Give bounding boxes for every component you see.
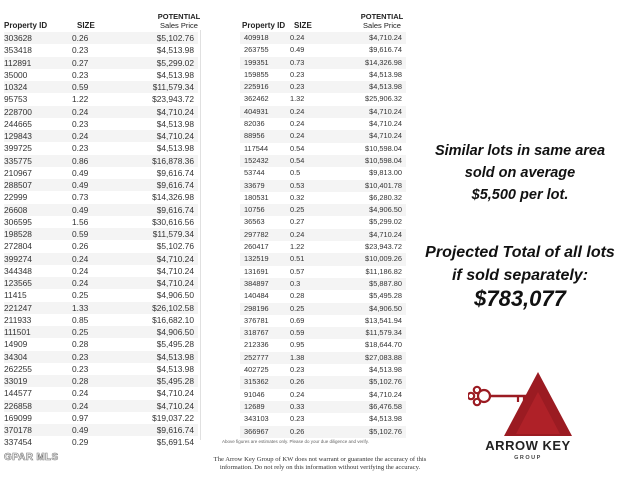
- price-cell: $9,616.74: [369, 45, 402, 55]
- similar-lots-line-2: sold on average: [464, 165, 576, 181]
- price-cell: $5,495.28: [156, 376, 194, 386]
- table-row: [4, 44, 198, 56]
- table-row: [4, 363, 198, 375]
- price-cell: $5,691.54: [156, 437, 194, 448]
- price-cell: $14,326.98: [152, 192, 194, 203]
- price-cell: $9,813.00: [369, 168, 402, 178]
- table-row: [4, 400, 198, 412]
- size-cell: 0.28: [290, 291, 305, 301]
- table-row: [4, 302, 198, 314]
- estimate-note: Above figures are estimates only. Please do your due diligence and verify.: [222, 439, 369, 444]
- property-id-cell: 88956: [244, 131, 265, 141]
- price-cell: $4,513.98: [369, 82, 402, 92]
- property-id-cell: 366967: [244, 426, 269, 436]
- property-id-cell: 152432: [244, 155, 269, 165]
- table-row: [4, 106, 198, 118]
- price-cell: $9,616.74: [156, 180, 194, 190]
- price-cell: $4,710.24: [156, 253, 194, 264]
- disclaimer-text: The Arrow Key Group of KW does not warrant or guarantee the accuracy of this information. Do not rely on this information without verifying the accuracy.: [213, 456, 427, 471]
- size-cell: 0.49: [72, 180, 89, 190]
- property-table-right: [240, 10, 406, 438]
- property-id-cell: 399274: [4, 253, 32, 264]
- size-cell: 0.25: [72, 327, 89, 337]
- size-cell: 0.23: [290, 365, 305, 375]
- table-row: [4, 277, 198, 289]
- property-id-cell: 111501: [4, 327, 31, 337]
- property-id-cell: 297782: [244, 229, 269, 239]
- property-id-cell: 91046: [244, 389, 265, 399]
- header-size: SIZE: [77, 21, 95, 30]
- price-cell: $5,299.02: [156, 57, 194, 68]
- size-cell: 0.24: [290, 106, 305, 116]
- property-id-cell: 95753: [4, 94, 28, 105]
- property-id-cell: 117544: [244, 143, 269, 153]
- price-cell: $4,513.98: [369, 414, 402, 424]
- table-row: [240, 389, 406, 401]
- price-cell: $4,710.24: [369, 131, 402, 141]
- price-cell: $23,943.72: [152, 94, 194, 105]
- price-cell: $5,102.76: [369, 377, 402, 387]
- price-cell: $16,878.36: [152, 155, 194, 166]
- table-row: [4, 204, 198, 216]
- price-cell: $6,476.58: [369, 401, 402, 411]
- property-id-cell: 335775: [4, 155, 32, 166]
- table-row: [4, 240, 198, 252]
- table-row: [240, 93, 406, 105]
- property-id-cell: 370178: [4, 425, 32, 435]
- size-cell: 0.32: [290, 192, 305, 202]
- property-id-cell: 199351: [244, 57, 269, 67]
- property-id-cell: 298196: [244, 303, 269, 313]
- table-row: [240, 376, 406, 388]
- table-row: [240, 106, 406, 118]
- property-id-cell: 14909: [4, 339, 28, 350]
- price-cell: $5,887.80: [369, 278, 402, 288]
- property-id-cell: 132519: [244, 254, 269, 264]
- similar-lots-note: [420, 140, 620, 206]
- property-id-cell: 404931: [244, 106, 269, 116]
- property-id-cell: 211933: [4, 314, 32, 325]
- projected-total-value: $783,077: [474, 286, 566, 311]
- size-cell: 0.23: [290, 69, 305, 79]
- size-cell: 1.22: [72, 94, 89, 105]
- price-cell: $11,186.82: [365, 266, 402, 276]
- header-property-id: Property ID: [4, 21, 48, 30]
- price-cell: $4,906.50: [369, 303, 402, 313]
- table-row: [240, 352, 406, 364]
- price-cell: $4,710.24: [156, 278, 194, 288]
- price-cell: $4,710.24: [156, 131, 194, 141]
- table-row: [4, 179, 198, 191]
- price-cell: $26,102.58: [152, 302, 194, 313]
- property-id-cell: 252777: [244, 352, 269, 362]
- size-cell: 0.24: [290, 389, 305, 399]
- price-cell: $14,326.98: [365, 57, 402, 67]
- size-cell: 1.38: [290, 352, 305, 362]
- header-sales-price: Sales Price: [160, 21, 198, 30]
- price-cell: $9,616.74: [156, 167, 194, 178]
- size-cell: 0.23: [72, 45, 89, 56]
- size-cell: 0.29: [72, 437, 89, 448]
- size-cell: 0.24: [72, 400, 89, 411]
- size-cell: 0.5: [290, 168, 301, 178]
- logo-name: ARROW KEY: [485, 438, 571, 453]
- size-cell: 0.24: [72, 265, 89, 276]
- size-cell: 0.24: [290, 131, 305, 141]
- size-cell: 0.24: [72, 131, 89, 141]
- size-cell: 0.24: [290, 33, 305, 42]
- price-cell: $16,682.10: [152, 314, 194, 325]
- size-cell: 0.49: [72, 204, 89, 215]
- price-cell: $4,906.50: [156, 290, 194, 301]
- table-row: [240, 327, 406, 339]
- table-row: [240, 315, 406, 327]
- size-cell: 0.59: [290, 328, 305, 338]
- property-id-cell: 33679: [244, 180, 265, 190]
- size-cell: 0.86: [72, 155, 89, 166]
- property-id-cell: 159855: [244, 69, 269, 79]
- price-cell: $4,906.50: [156, 327, 194, 337]
- size-cell: 0.25: [290, 205, 305, 215]
- projected-total-note: [420, 241, 620, 287]
- property-id-cell: 228700: [4, 106, 32, 117]
- table-row: [240, 278, 406, 290]
- size-cell: 0.26: [72, 241, 89, 252]
- size-cell: 0.59: [72, 82, 89, 92]
- table-row: [240, 266, 406, 278]
- price-cell: $10,598.04: [365, 155, 402, 165]
- table-row: [240, 180, 406, 192]
- table-row: [240, 229, 406, 241]
- price-cell: $4,710.24: [156, 106, 194, 117]
- price-cell: $11,579.34: [152, 229, 194, 239]
- size-cell: 0.23: [72, 69, 89, 80]
- property-id-cell: 343103: [244, 414, 269, 424]
- header-size: SIZE: [294, 21, 312, 30]
- similar-lots-line-3: $5,500 per lot.: [471, 187, 569, 203]
- size-cell: 0.85: [72, 314, 89, 325]
- size-cell: 0.24: [72, 278, 89, 288]
- property-id-cell: 53744: [244, 168, 265, 178]
- table-row: [4, 314, 198, 326]
- price-cell: $27,083.88: [365, 352, 402, 362]
- size-cell: 0.49: [72, 167, 89, 178]
- price-cell: $4,513.98: [156, 118, 194, 129]
- size-cell: 0.26: [290, 426, 305, 436]
- property-id-cell: 384897: [244, 278, 269, 288]
- table-row: [4, 69, 198, 81]
- price-cell: $4,710.24: [369, 119, 402, 129]
- property-id-cell: 26608: [4, 204, 28, 215]
- price-cell: $10,598.04: [365, 143, 402, 153]
- size-cell: 1.22: [290, 242, 305, 252]
- header-potential: POTENTIAL: [360, 12, 404, 21]
- size-cell: 0.25: [72, 290, 89, 301]
- size-cell: 0.73: [72, 192, 89, 203]
- property-id-cell: 10756: [244, 205, 265, 215]
- table-row: [4, 265, 198, 277]
- table-header: [240, 10, 406, 32]
- table-row: [240, 364, 406, 376]
- table-row: [240, 192, 406, 204]
- property-id-cell: 22999: [4, 192, 28, 203]
- size-cell: 0.69: [290, 315, 305, 325]
- property-id-cell: 353418: [4, 45, 32, 56]
- size-cell: 0.26: [72, 33, 89, 43]
- table-row: [4, 118, 198, 130]
- table-row: [240, 253, 406, 265]
- similar-lots-line-1: Similar lots in same area: [434, 143, 606, 159]
- property-id-cell: 244665: [4, 118, 32, 129]
- price-cell: $18,644.70: [365, 340, 402, 350]
- table-row: [4, 375, 198, 387]
- table-row: [240, 303, 406, 315]
- size-cell: 0.73: [290, 57, 305, 67]
- price-cell: $9,616.74: [156, 204, 194, 215]
- size-cell: 0.24: [72, 106, 89, 117]
- price-cell: $4,710.24: [369, 389, 402, 399]
- size-cell: 0.54: [290, 155, 305, 165]
- size-cell: 1.33: [72, 302, 89, 313]
- price-cell: $5,102.76: [156, 241, 194, 252]
- price-cell: $4,710.24: [369, 33, 402, 42]
- size-cell: 0.23: [290, 414, 305, 424]
- property-id-cell: 33019: [4, 376, 28, 386]
- table-row: [240, 130, 406, 142]
- size-cell: 0.24: [290, 119, 305, 129]
- size-cell: 0.97: [72, 412, 89, 423]
- table-row: [4, 412, 198, 424]
- size-cell: 0.26: [290, 377, 305, 387]
- table-row: [4, 289, 198, 301]
- table-row: [4, 155, 198, 167]
- table-row: [240, 339, 406, 351]
- table-body: [4, 32, 198, 449]
- property-id-cell: 402725: [244, 365, 269, 375]
- price-cell: $6,280.32: [369, 192, 402, 202]
- property-id-cell: 376781: [244, 315, 269, 325]
- price-cell: $9,616.74: [156, 425, 194, 435]
- price-cell: $5,102.76: [369, 426, 402, 436]
- table-row: [4, 93, 198, 105]
- price-cell: $19,037.22: [152, 412, 194, 423]
- table-row: [240, 426, 406, 438]
- price-cell: $4,513.98: [156, 69, 194, 80]
- price-cell: $4,710.24: [156, 265, 194, 276]
- header-property-id: Property ID: [242, 21, 286, 30]
- size-cell: 0.23: [72, 118, 89, 129]
- size-cell: 1.32: [290, 94, 305, 104]
- table-row: [240, 143, 406, 155]
- property-id-cell: 123565: [4, 278, 32, 288]
- property-id-cell: 10324: [4, 82, 28, 92]
- property-id-cell: 82036: [244, 119, 265, 129]
- size-cell: 0.33: [290, 401, 305, 411]
- property-id-cell: 318767: [244, 328, 269, 338]
- price-cell: $11,579.34: [365, 328, 402, 338]
- price-cell: $11,579.34: [152, 82, 194, 92]
- property-id-cell: 399725: [4, 143, 32, 154]
- property-id-cell: 362462: [244, 94, 269, 104]
- column-divider: [200, 30, 201, 440]
- property-id-cell: 225916: [244, 82, 269, 92]
- price-cell: $5,299.02: [369, 217, 402, 227]
- property-table-left: [4, 10, 201, 449]
- size-cell: 0.51: [290, 254, 305, 264]
- size-cell: 0.27: [72, 57, 89, 68]
- size-cell: 0.23: [72, 143, 89, 154]
- table-row: [4, 326, 198, 338]
- size-cell: 0.24: [72, 388, 89, 399]
- table-row: [240, 32, 406, 44]
- property-id-cell: 337454: [4, 437, 32, 448]
- table-row: [4, 338, 198, 350]
- table-row: [240, 155, 406, 167]
- size-cell: 0.27: [290, 217, 305, 227]
- property-id-cell: 180531: [244, 192, 269, 202]
- price-cell: $4,513.98: [156, 45, 194, 56]
- property-id-cell: 36563: [244, 217, 265, 227]
- property-id-cell: 226858: [4, 400, 32, 411]
- table-row: [4, 253, 198, 265]
- property-id-cell: 344348: [4, 265, 32, 276]
- property-id-cell: 315362: [244, 377, 269, 387]
- table-row: [4, 436, 198, 448]
- size-cell: 0.24: [290, 229, 305, 239]
- property-id-cell: 12689: [244, 401, 265, 411]
- size-cell: 0.25: [290, 303, 305, 313]
- table-row: [240, 216, 406, 228]
- price-cell: $4,513.98: [156, 363, 194, 374]
- arrow-key-logo-icon: [468, 368, 588, 478]
- table-row: [240, 241, 406, 253]
- price-cell: $10,009.26: [365, 254, 402, 264]
- size-cell: 0.57: [290, 266, 305, 276]
- price-cell: $4,710.24: [369, 106, 402, 116]
- table-row: [4, 167, 198, 179]
- size-cell: 0.54: [290, 143, 305, 153]
- table-row: [4, 228, 198, 240]
- projected-line-1: Projected Total of all lots: [425, 244, 615, 261]
- header-sales-price: Sales Price: [363, 21, 401, 30]
- property-id-cell: 210967: [4, 167, 32, 178]
- property-id-cell: 260417: [244, 242, 269, 252]
- property-id-cell: 11415: [4, 290, 27, 301]
- table-row: [240, 81, 406, 93]
- table-row: [4, 424, 198, 436]
- table-header: [4, 10, 201, 32]
- price-cell: $4,513.98: [369, 365, 402, 375]
- size-cell: 0.3: [290, 278, 301, 288]
- size-cell: 0.53: [290, 180, 305, 190]
- property-id-cell: 303628: [4, 33, 32, 43]
- property-id-cell: 144577: [4, 388, 32, 399]
- table-row: [4, 142, 198, 154]
- table-row: [240, 401, 406, 413]
- price-cell: $30,616.56: [152, 216, 194, 227]
- projected-line-2: if sold separately:: [451, 267, 589, 284]
- table-row: [4, 32, 198, 44]
- mls-watermark: GPAR MLS: [4, 452, 59, 463]
- property-id-cell: 35000: [4, 69, 28, 80]
- table-row: [240, 69, 406, 81]
- property-id-cell: 131691: [244, 266, 269, 276]
- property-id-cell: 409918: [244, 33, 269, 42]
- price-cell: $4,513.98: [369, 69, 402, 79]
- table-row: [240, 167, 406, 179]
- table-row: [4, 81, 198, 93]
- size-cell: 1.56: [72, 216, 89, 227]
- size-cell: 0.28: [72, 339, 89, 350]
- size-cell: 0.24: [72, 253, 89, 264]
- price-cell: $4,513.98: [156, 351, 194, 362]
- size-cell: 0.49: [72, 425, 89, 435]
- price-cell: $10,401.78: [365, 180, 402, 190]
- property-id-cell: 272804: [4, 241, 32, 252]
- property-id-cell: 306595: [4, 216, 32, 227]
- price-cell: $4,906.50: [369, 205, 402, 215]
- size-cell: 0.95: [290, 340, 305, 350]
- table-row: [240, 204, 406, 216]
- property-id-cell: 212336: [244, 340, 269, 350]
- table-row: [240, 57, 406, 69]
- property-id-cell: 169099: [4, 412, 32, 423]
- price-cell: $5,102.76: [156, 33, 194, 43]
- price-cell: $4,710.24: [156, 388, 194, 399]
- property-id-cell: 262255: [4, 363, 32, 374]
- price-cell: $4,513.98: [156, 143, 194, 154]
- size-cell: 0.23: [72, 351, 89, 362]
- table-row: [240, 118, 406, 130]
- table-row: [4, 387, 198, 399]
- table-row: [4, 351, 198, 363]
- property-id-cell: 140484: [244, 291, 269, 301]
- price-cell: $25,906.32: [365, 94, 402, 104]
- size-cell: 0.23: [290, 82, 305, 92]
- table-row: [4, 216, 198, 228]
- property-id-cell: 198528: [4, 229, 32, 239]
- price-cell: $4,710.24: [369, 229, 402, 239]
- size-cell: 0.49: [290, 45, 305, 55]
- header-potential: POTENTIAL: [157, 12, 201, 21]
- table-body: [240, 32, 406, 438]
- property-id-cell: 112891: [4, 57, 32, 68]
- table-row: [240, 290, 406, 302]
- table-row: [4, 191, 198, 203]
- size-cell: 0.23: [72, 363, 89, 374]
- table-row: [240, 44, 406, 56]
- size-cell: 0.59: [72, 229, 89, 239]
- price-cell: $23,943.72: [365, 242, 402, 252]
- price-cell: $5,495.28: [369, 291, 402, 301]
- property-id-cell: 34304: [4, 351, 28, 362]
- price-cell: $4,710.24: [156, 400, 194, 411]
- size-cell: 0.28: [72, 376, 89, 386]
- property-id-cell: 288507: [4, 180, 32, 190]
- price-cell: $13,541.94: [365, 315, 402, 325]
- table-row: [4, 57, 198, 69]
- property-id-cell: 129843: [4, 131, 32, 141]
- property-id-cell: 263755: [244, 45, 269, 55]
- price-cell: $5,495.28: [156, 339, 194, 350]
- table-row: [4, 130, 198, 142]
- logo-subtitle: GROUP: [514, 455, 542, 461]
- table-row: [240, 413, 406, 425]
- property-id-cell: 221247: [4, 302, 32, 313]
